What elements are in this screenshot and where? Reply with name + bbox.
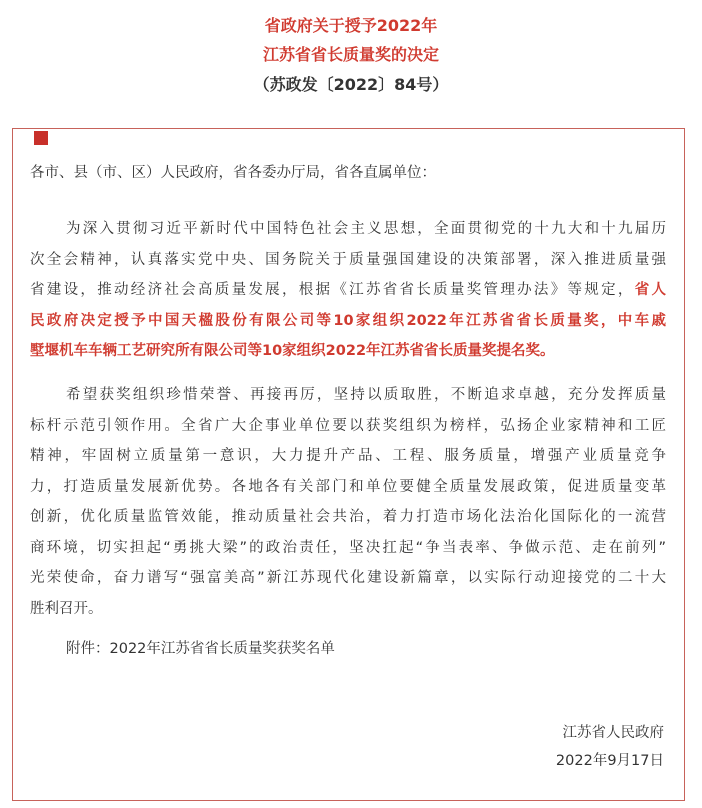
title-line-2: 江苏省省长质量奖的决定 [262, 45, 439, 64]
highlighted-decision-text: 民政府决定授予中国天楹股份有限公司等10家组织2022年江苏省省长质量奖，中车戚 [30, 312, 666, 329]
highlighted-decision-text: 墅堰机车车辆工艺研究所有限公司等10家组织2022年江苏省省长质量奖提名奖。 [30, 343, 555, 359]
document-number: （苏政发〔2022〕84号） [253, 75, 449, 94]
paragraph-line: 希望获奖组织珍惜荣誉、再接再厉，坚持以质取胜，不断追求卓越，充分发挥质量 [66, 387, 666, 403]
salutation: 各市、县（市、区）人民政府，省各委办厅局，省各直属单位： [30, 165, 436, 181]
title-line-1: 省政府关于授予2022年 [264, 16, 438, 35]
corner-decoration [34, 131, 48, 145]
highlighted-decision-text: 省人 [634, 282, 667, 298]
signing-date: 2022年9月17日 [555, 753, 664, 769]
attachment-note: 附件：2022年江苏省省长质量奖获奖名单 [66, 641, 335, 657]
paragraph-text: 省建设，推动经济社会高质量发展，根据《江苏省省长质量奖管理办法》等规定， [30, 282, 635, 298]
paragraph-line: 商环境，切实担起“勇挑大梁”的政治责任，坚决扛起“争当表率、争做示范、走在前列” [30, 539, 666, 556]
paragraph-line: 光荣使命，奋力谱写“强富美高”新江苏现代化建设新篇章，以实际行动迎接党的二十大 [30, 570, 666, 586]
paragraph-line: 标杆示范引领作用。全省广大企事业单位要以获奖组织为榜样，弘扬企业家精神和工匠 [30, 417, 666, 434]
paragraph-expectations [30, 380, 666, 624]
paragraph-line [30, 275, 666, 306]
paragraph-line: 次全会精神，认真落实党中央、国务院关于质量强国建设的决策部署，深入推进质量强 [30, 251, 666, 268]
paragraph-line: 精神，牢固树立质量第一意识，大力提升产品、工程、服务质量，增强产业质量竞争 [30, 448, 666, 464]
paragraph-line: 力，打造质量发展新优势。各地各有关部门和单位要健全质量发展政策，促进质量变革 [30, 478, 666, 495]
paragraph-line: 胜利召开。 [30, 600, 103, 617]
paragraph-line: 为深入贯彻习近平新时代中国特色社会主义思想，全面贯彻党的十九大和十九届历 [66, 221, 666, 237]
paragraph-line: 创新，优化质量监管效能，推动质量社会共治，着力打造市场化法治化国际化的一流营 [30, 509, 666, 525]
signing-organization: 江苏省人民政府 [562, 725, 664, 741]
paragraph-decision [30, 214, 666, 367]
